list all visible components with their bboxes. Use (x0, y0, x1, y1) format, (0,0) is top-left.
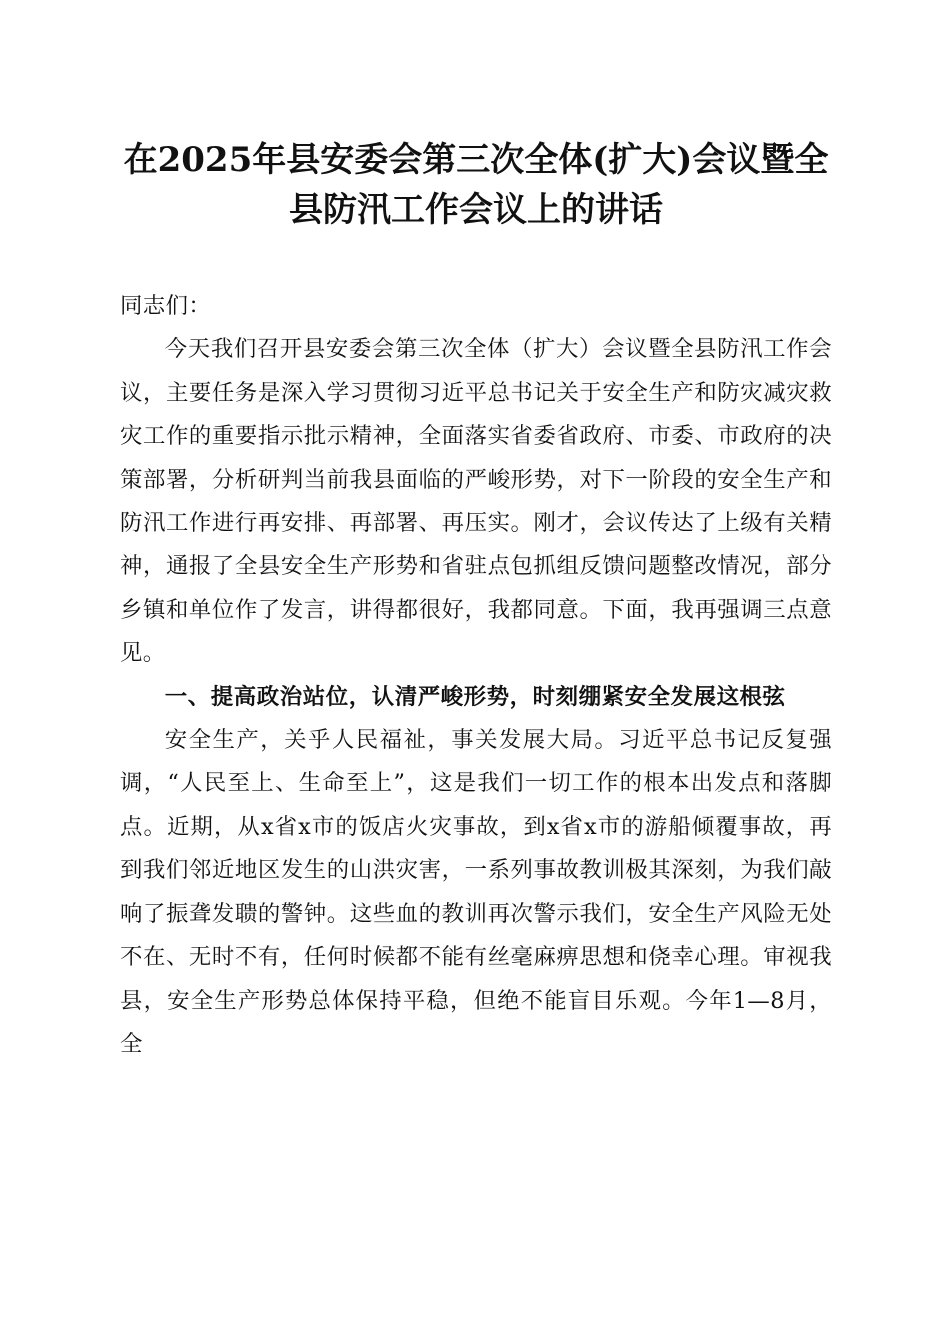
intro-paragraph: 今天我们召开县安委会第三次全体（扩大）会议暨全县防汛工作会议，主要任务是深入学习贯彻习近平总书记关于安全生产和防灾减灾救灾工作的重要指示批示精神，全面落实省委省政府、市委、市政府的决策部署，分析研判当前我县面临的严峻形势，对下一阶段的安全生产和防汛工作进行再安排、再部署、再压实。刚才，会议传达了上级有关精神，通报了全县安全生产形势和省驻点包抓组反馈问题整改情况，部分乡镇和单位作了发言，讲得都很好，我都同意。下面，我再强调三点意见。 (120, 336, 832, 667)
section-1-paragraph: 安全生产，关乎人民福祉，事关发展大局。习近平总书记反复强调，“人民至上、生命至上”，这是我们一切工作的根本出发点和落脚点。近期，从x省x市的饭店火灾事故，到x省x市的游船倾覆事故，再到我们邻近地区发生的山洪灾害，一系列事故教训极其深刻，为我们敲响了振聋发聩的警钟。这些血的教训再次警示我们，安全生产风险无处不在、无时不有，任何时候都不能有丝毫麻痹思想和侥幸心理。审视我县，安全生产形势总体保持平稳，但绝不能盲目乐观。今年1—8月，全 (120, 727, 832, 1057)
document-title: 在2025年县安委会第三次全体(扩大)会议暨全 县防汛工作会议上的讲话 (123, 140, 829, 230)
document-body (120, 285, 832, 1066)
document-page (120, 0, 832, 1344)
greeting: 同志们： (120, 293, 212, 319)
section-heading-1: 一、提高政治站位，认清严峻形势，时刻绷紧安全发展这根弦 (164, 683, 786, 710)
